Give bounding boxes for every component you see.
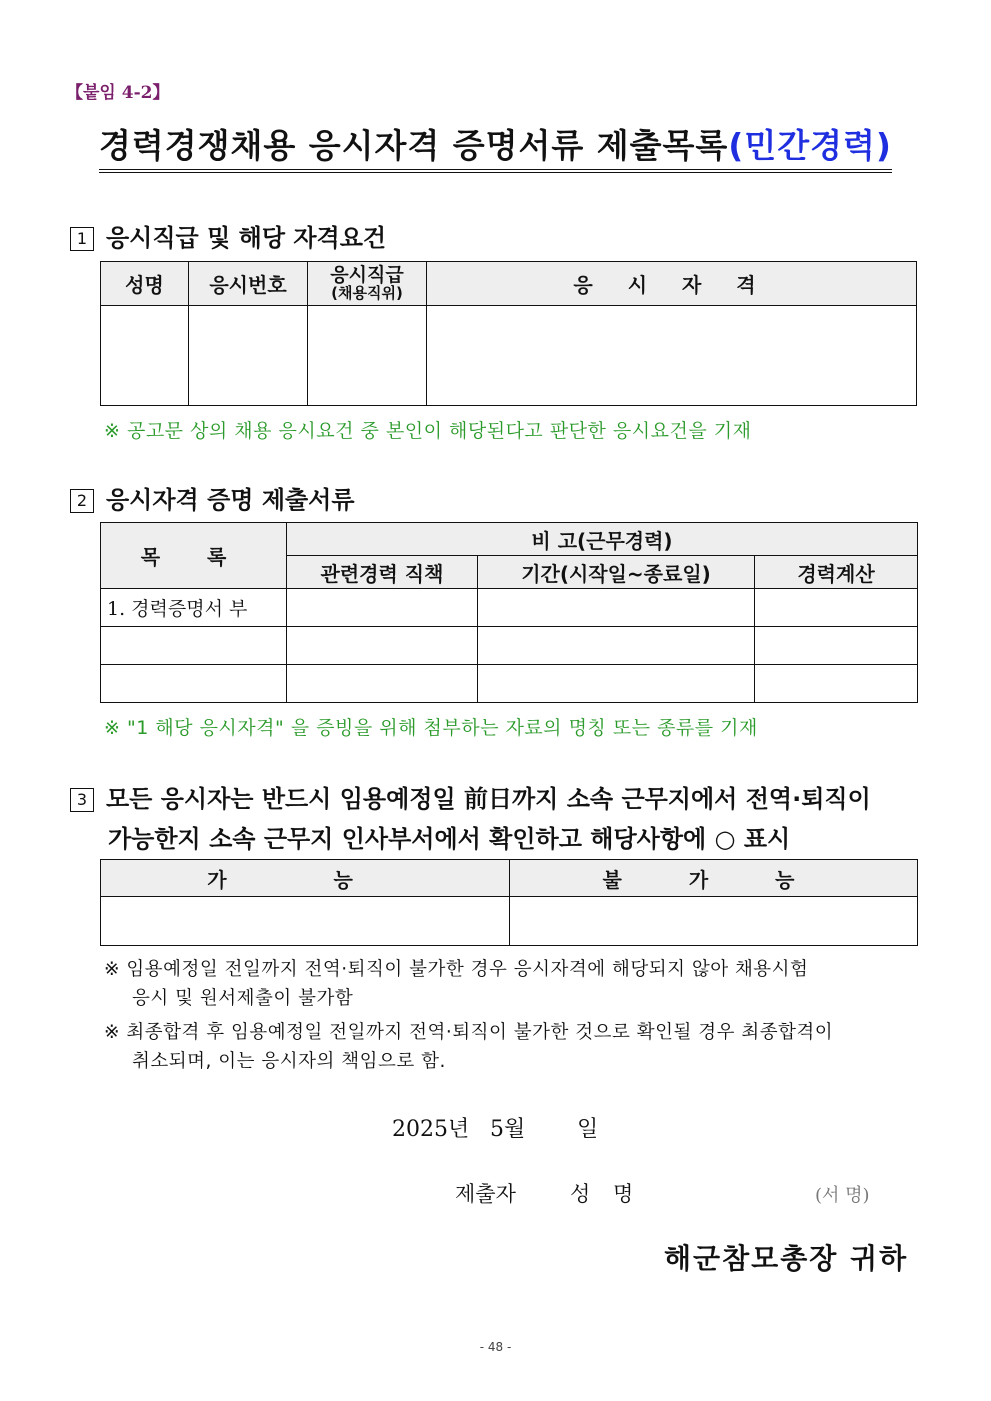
- title-highlight: (민간경력): [728, 126, 892, 165]
- col-qualification-header: 응 시 자 격: [427, 262, 917, 306]
- col-impossible-header: 불 가 능: [510, 860, 918, 897]
- calc-cell[interactable]: [755, 589, 918, 627]
- section-number-box: 1: [70, 227, 94, 251]
- name-cell[interactable]: [101, 306, 189, 406]
- period-cell[interactable]: [478, 589, 755, 627]
- possibility-table: [100, 859, 918, 946]
- section1-heading-text: 응시직급 및 해당 자격요건: [106, 224, 387, 252]
- section2-heading: [70, 480, 355, 515]
- section2-heading-text: 응시자격 증명 제출서류: [106, 486, 355, 514]
- section3-note1: ※ 임용예정일 전일까지 전역·퇴직이 불가한 경우 응시자격에 해당되지 않아 채용시험 응시 및 원서제출이 불가함: [104, 959, 809, 1009]
- impossible-cell[interactable]: [510, 897, 918, 946]
- col-grade-header: 응시직급 (채용직위): [308, 262, 427, 306]
- section2-note: ※ "1 해당 응시자격" 을 증빙을 위해 첨부하는 자료의 명칭 또는 종류를 기재: [104, 717, 758, 739]
- grade-cell[interactable]: [308, 306, 427, 406]
- number-cell[interactable]: [189, 306, 308, 406]
- duty-cell[interactable]: [287, 665, 478, 703]
- title-main: 경력경쟁채용 응시자격 증명서류 제출목록: [99, 126, 729, 165]
- col-calc-header: 경력계산: [755, 556, 918, 589]
- col-remark-header: 비 고(근무경력): [287, 523, 918, 556]
- duty-cell[interactable]: [287, 627, 478, 665]
- col-possible-header: 가 능: [101, 860, 510, 897]
- qualification-cell[interactable]: [427, 306, 917, 406]
- section1-note: ※ 공고문 상의 채용 응시요건 중 본인이 해당된다고 판단한 응시요건을 기재: [104, 420, 752, 442]
- submitter-label: 제출자: [455, 1182, 516, 1206]
- duty-cell[interactable]: [287, 589, 478, 627]
- col-duty-header: 관련경력 직책: [287, 556, 478, 589]
- col-number-header: 응시번호: [189, 262, 308, 306]
- signature-placeholder[interactable]: (서 명): [815, 1185, 870, 1206]
- period-cell[interactable]: [478, 627, 755, 665]
- section3-note2: ※ 최종합격 후 임용예정일 전일까지 전역·퇴직이 불가한 것으로 확인될 경우 최종합격이 취소되며, 이는 응시자의 책임으로 함.: [104, 1022, 834, 1072]
- date-month: 5월: [490, 1117, 526, 1142]
- documents-table: [100, 522, 918, 703]
- date-day: 일: [577, 1117, 599, 1142]
- calc-cell[interactable]: [755, 665, 918, 703]
- calc-cell[interactable]: [755, 627, 918, 665]
- section3-heading: [70, 779, 930, 859]
- possible-cell[interactable]: [101, 897, 510, 946]
- submitter-name-label: 성 명: [570, 1182, 642, 1206]
- document-row-label: 1. 경력증명서 부: [101, 589, 287, 627]
- page-number: - 48 -: [479, 1340, 512, 1354]
- addressee: 해군참모총장 귀하: [664, 1242, 909, 1275]
- section-number-box: 2: [70, 489, 94, 513]
- section3-heading-line1: 모든 응시자는 반드시 임용예정일 前日까지 소속 근무지에서 전역·퇴직이: [106, 785, 871, 813]
- qualification-table: [100, 261, 917, 406]
- date-year: 2025년: [392, 1117, 470, 1142]
- section-number-box: 3: [70, 788, 94, 812]
- document-row-label[interactable]: [101, 665, 287, 703]
- section1-heading: [70, 218, 386, 253]
- col-list-header: 목 록: [101, 523, 287, 589]
- col-name-header: 성명: [101, 262, 189, 306]
- attachment-tag: 【붙임 4-2】: [66, 83, 170, 103]
- col-period-header: 기간(시작일~종료일): [478, 556, 755, 589]
- period-cell[interactable]: [478, 665, 755, 703]
- page-title: [0, 120, 991, 173]
- section3-heading-line2: 가능한지 소속 근무지 인사부서에서 확인하고 해당사항에 ○ 표시: [108, 825, 791, 853]
- document-row-label[interactable]: [101, 627, 287, 665]
